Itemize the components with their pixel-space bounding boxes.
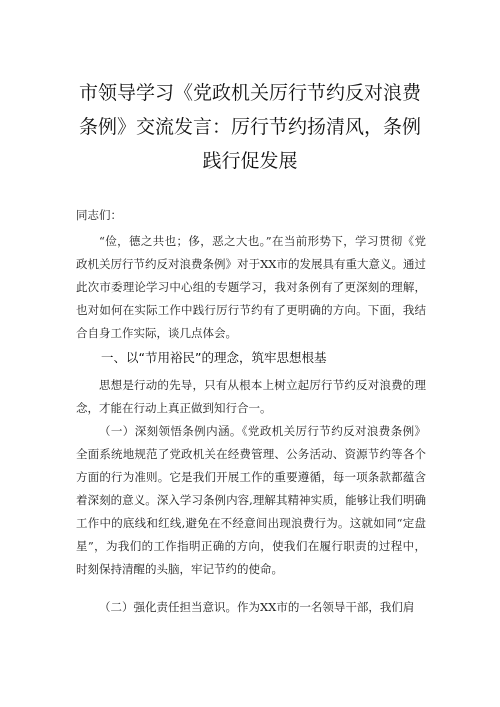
paragraph-3: （一）深刻领悟条例内涵。《党政机关厉行节约反对浪费条例》全面系统地规范了党政机关在经费管理、公务活动、资源节约等各个方面的行为准则。它是我们开展工作的重要遵循，每一项条款都蕴含着深刻的意义。深入学习条例内容,理解其精神实质，能够让我们明确工作中的底线和红线,避免在不经意间出现浪费行为。这就如同“定盘星”，为我们的工作指明正确的方向，使我们在履行职责的过程中，时刻保持清醒的头脑，牢记节约的使命。 xyxy=(76,424,426,576)
document-title xyxy=(60,76,440,178)
section-heading-1: 一、以“节用裕民”的理念，筑牢思想根基 xyxy=(101,350,327,365)
paragraph-4: （二）强化责任担当意识。作为XX市的一名领导干部，我们肩 xyxy=(99,600,415,614)
intro-paragraph: “俭，德之共也；侈，恶之大也。”在当前形势下，学习贯彻《党政机关厉行节约反对浪费条例》对于XX市的发展具有重大意义。通过此次市委理论学习中心组的专题学习，我对条例有了更深刻的理解，也对如何在实际工作中践行厉行节约有了更明确的方向。下面，我结合自身工作实际，谈几点体会。 xyxy=(76,234,426,340)
title-line-3: 践行促发展 xyxy=(202,150,298,172)
title-line-1: 市领导学习《党政机关厉行节约反对浪费 xyxy=(78,82,421,104)
greeting: 同志们： xyxy=(76,208,122,222)
title-line-2: 条例》交流发言：厉行节约扬清风，条例 xyxy=(78,116,421,138)
paragraph-2: 思想是行动的先导，只有从根本上树立起厉行节约反对浪费的理念，才能在行动上真正做到知行合一。 xyxy=(76,378,426,415)
